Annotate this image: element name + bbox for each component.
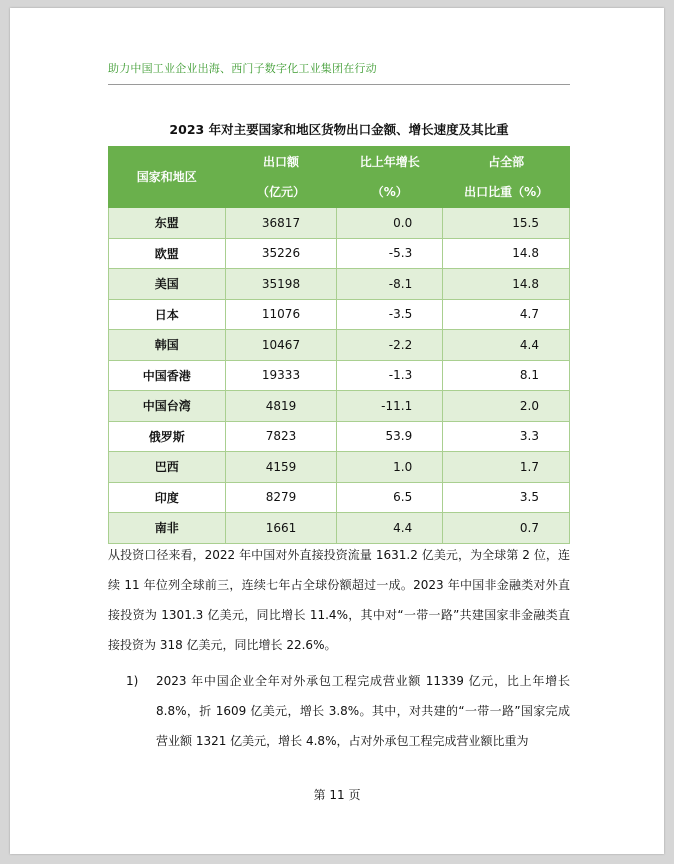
table-row bbox=[109, 360, 570, 391]
cell-growth: -5.3 bbox=[337, 238, 443, 269]
table-row bbox=[109, 421, 570, 452]
export-table bbox=[108, 146, 570, 544]
cell-region: 日本 bbox=[109, 299, 226, 330]
cell-region: 中国香港 bbox=[109, 360, 226, 391]
cell-region: 俄罗斯 bbox=[109, 421, 226, 452]
table-row bbox=[109, 391, 570, 422]
cell-region: 南非 bbox=[109, 513, 226, 544]
cell-region: 欧盟 bbox=[109, 238, 226, 269]
cell-export-amount: 35226 bbox=[225, 238, 337, 269]
cell-region: 中国台湾 bbox=[109, 391, 226, 422]
cell-region: 东盟 bbox=[109, 208, 226, 239]
list-text: 2023 年中国企业全年对外承包工程完成营业额 11339 亿元，比上年增长 8.8%，折 1609 亿美元，增长 3.8%。其中，对共建的“一带一路”国家完成营业额 1321 亿美元，增长 4.8%，占对外承包工程完成营业额比重为 bbox=[156, 674, 570, 748]
cell-region: 美国 bbox=[109, 269, 226, 300]
table-row bbox=[109, 330, 570, 361]
cell-share: 14.8 bbox=[443, 238, 570, 269]
table-header-row bbox=[109, 147, 570, 208]
cell-growth: 4.4 bbox=[337, 513, 443, 544]
numbered-list-item bbox=[126, 666, 570, 756]
cell-export-amount: 11076 bbox=[225, 299, 337, 330]
cell-growth: 0.0 bbox=[337, 208, 443, 239]
table-row bbox=[109, 513, 570, 544]
document-page bbox=[10, 8, 664, 854]
column-header-growth: 比上年增长 （%） bbox=[337, 147, 443, 208]
cell-growth: 6.5 bbox=[337, 482, 443, 513]
list-number: 1) bbox=[126, 674, 139, 688]
table-row bbox=[109, 208, 570, 239]
cell-export-amount: 36817 bbox=[225, 208, 337, 239]
cell-share: 3.5 bbox=[443, 482, 570, 513]
table-row bbox=[109, 299, 570, 330]
cell-region: 韩国 bbox=[109, 330, 226, 361]
cell-growth: -2.2 bbox=[337, 330, 443, 361]
cell-export-amount: 10467 bbox=[225, 330, 337, 361]
cell-region: 印度 bbox=[109, 482, 226, 513]
cell-export-amount: 8279 bbox=[225, 482, 337, 513]
cell-growth: -8.1 bbox=[337, 269, 443, 300]
cell-export-amount: 7823 bbox=[225, 421, 337, 452]
cell-share: 2.0 bbox=[443, 391, 570, 422]
cell-export-amount: 4819 bbox=[225, 391, 337, 422]
cell-share: 3.3 bbox=[443, 421, 570, 452]
cell-export-amount: 35198 bbox=[225, 269, 337, 300]
body-paragraph: 从投资口径来看，2022 年中国对外直接投资流量 1631.2 亿美元，为全球第 2 位，连续 11 年位列全球前三，连续七年占全球份额超过一成。2023 年中国非金融类对外直接投资为 1301.3 亿美元，同比增长 11.4%，其中对“一带一路”共建国家非金融类直接投资为 318 亿美元，同比增长 22.6%。 bbox=[108, 548, 570, 652]
cell-share: 0.7 bbox=[443, 513, 570, 544]
cell-export-amount: 1661 bbox=[225, 513, 337, 544]
column-header-export-amount: 出口额 （亿元） bbox=[225, 147, 337, 208]
cell-export-amount: 4159 bbox=[225, 452, 337, 483]
cell-growth: 53.9 bbox=[337, 421, 443, 452]
table-row bbox=[109, 238, 570, 269]
cell-share: 4.4 bbox=[443, 330, 570, 361]
cell-growth: 1.0 bbox=[337, 452, 443, 483]
cell-growth: -3.5 bbox=[337, 299, 443, 330]
table-row bbox=[109, 269, 570, 300]
table-title: 2023 年对主要国家和地区货物出口金额、增长速度及其比重 bbox=[169, 122, 509, 137]
cell-share: 15.5 bbox=[443, 208, 570, 239]
cell-growth: -1.3 bbox=[337, 360, 443, 391]
page-number: 第 11 页 bbox=[313, 788, 361, 802]
cell-region: 巴西 bbox=[109, 452, 226, 483]
column-header-region: 国家和地区 bbox=[109, 147, 226, 208]
page-header: 助力中国工业企业出海、西门子数字化工业集团在行动 bbox=[108, 62, 377, 75]
cell-share: 8.1 bbox=[443, 360, 570, 391]
cell-export-amount: 19333 bbox=[225, 360, 337, 391]
cell-growth: -11.1 bbox=[337, 391, 443, 422]
table-row bbox=[109, 482, 570, 513]
column-header-share: 占全部 出口比重（%） bbox=[443, 147, 570, 208]
cell-share: 4.7 bbox=[443, 299, 570, 330]
cell-share: 1.7 bbox=[443, 452, 570, 483]
header-divider bbox=[108, 84, 570, 85]
cell-share: 14.8 bbox=[443, 269, 570, 300]
table-row bbox=[109, 452, 570, 483]
